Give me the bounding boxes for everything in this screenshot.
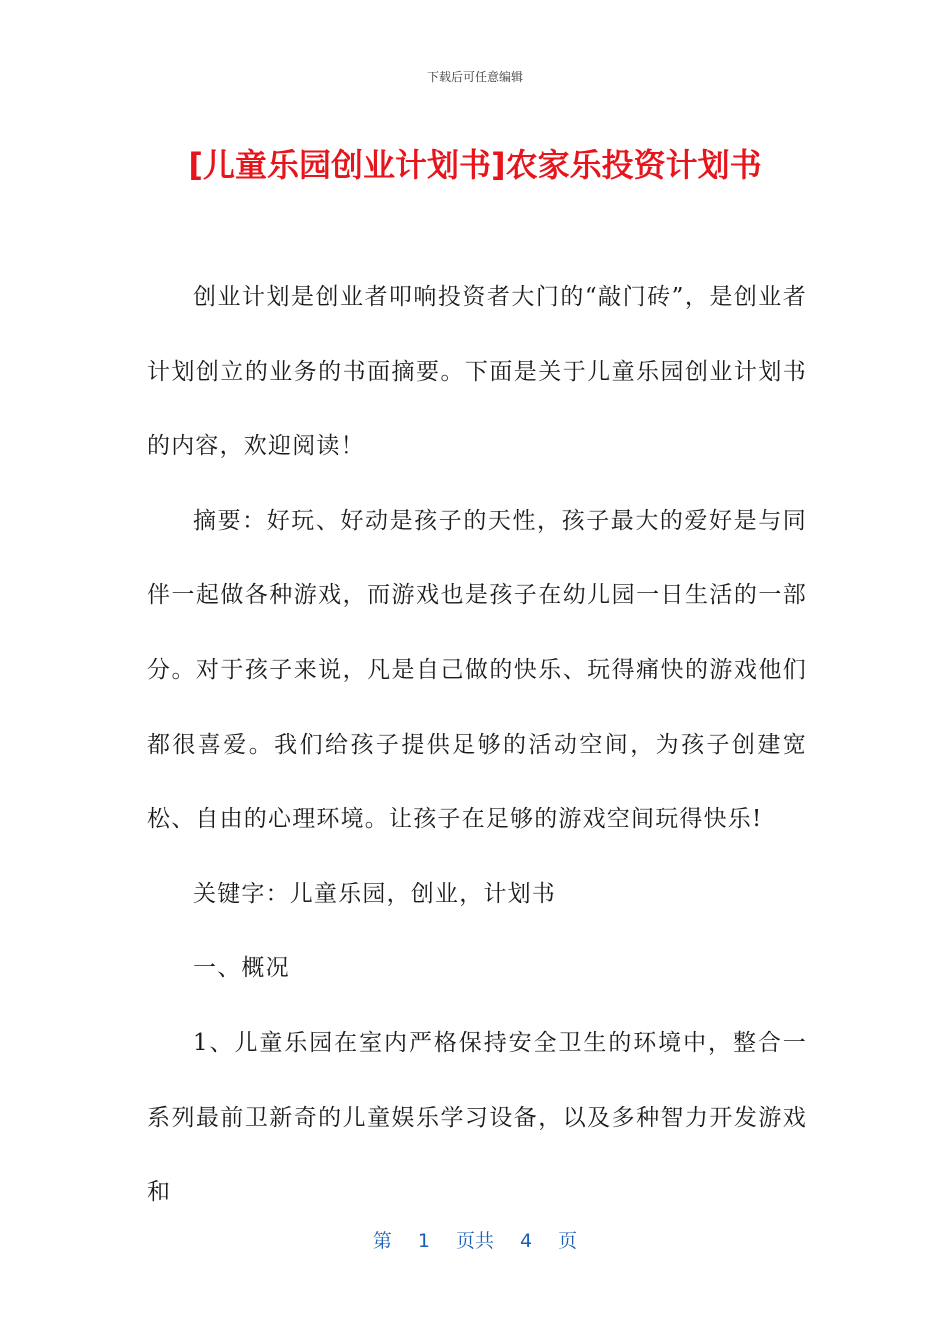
- paragraph-keywords: 关键字：儿童乐园，创业，计划书: [193, 880, 556, 907]
- paragraph-abstract: 摘要：好玩、好动是孩子的天性，孩子最大的爱好是与同伴一起做各种游戏，而游戏也是孩子在幼儿园一日生活的一部分。对于孩子来说，凡是自己做的快乐、玩得痛快的游戏他们都很喜爱。我们给孩子提供足够的活动空间，为孩子创建宽松、自由的心理环境。让孩子在足够的游戏空间玩得快乐!: [147, 507, 807, 833]
- footer-current-page: 1: [417, 1230, 430, 1252]
- document-body: [147, 260, 807, 1230]
- footer-middle: 页共: [455, 1230, 494, 1252]
- footer-prefix: 第: [372, 1230, 392, 1252]
- document-title: [儿童乐园创业计划书]农家乐投资计划书: [188, 146, 762, 184]
- header-note: 下载后可任意编辑: [426, 70, 523, 84]
- footer-total-pages: 4: [520, 1230, 533, 1252]
- section-heading-overview: 一、概况: [193, 955, 290, 982]
- paragraph-intro: 创业计划是创业者叩响投资者大门的“敲门砖”，是创业者计划创立的业务的书面摘要。下面是关于儿童乐园创业计划书的内容，欢迎阅读！: [147, 284, 807, 460]
- paragraph-overview-1: 1、儿童乐园在室内严格保持安全卫生的环境中，整合一系列最前卫新奇的儿童娱乐学习设备，以及多种智力开发游戏和: [147, 1029, 807, 1206]
- footer-suffix: 页: [558, 1230, 578, 1252]
- page-number-footer: [0, 1226, 950, 1253]
